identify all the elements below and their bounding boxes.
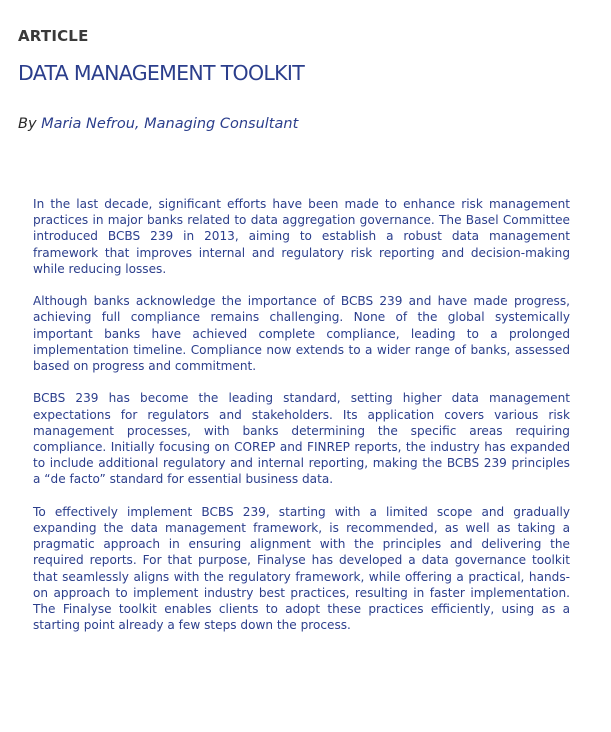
byline-prefix: By — [18, 116, 37, 132]
byline-role: , Managing Consultant — [134, 116, 299, 132]
byline-author: Maria Nefrou — [41, 116, 135, 132]
article-body — [33, 196, 570, 650]
article-label: ARTICLE — [18, 27, 89, 45]
paragraph-3: BCBS 239 has become the leading standard, setting higher data management expectations for regulators and stakeholders. Its application covers various risk management processes, with banks determining the specific areas requiring compliance. Initially focusing on COREP and FINREP reports, the industry has expanded to include additional regulatory and internal reporting, making the BCBS 239 principles a “de facto” standard for essential business data. — [33, 391, 570, 487]
paragraph-2: Although banks acknowledge the importance of BCBS 239 and have made progress, achieving full compliance remains challenging. None of the global systemically important banks have achieved complete compliance, leading to a prolonged implementation timeline. Compliance now extends to a wider range of banks, assessed based on progress and commitment. — [33, 294, 570, 374]
paragraph-4: To effectively implement BCBS 239, starting with a limited scope and gradually expanding the data management framework, is recommended, as well as taking a pragmatic approach in ensuring alignment with the principles and delivering the required reports. For that purpose, Finalyse has developed a data governance toolkit that seamlessly aligns with the regulatory framework, while offering a practical, hands-on approach to implement industry best practices, resulting in faster implementation. The Finalyse toolkit enables clients to adopt these practices efficiently, using as a starting point already a few steps down the process. — [33, 504, 570, 633]
article-title: DATA MANAGEMENT TOOLKIT — [18, 61, 305, 85]
paragraph-1: In the last decade, significant efforts have been made to enhance risk management practices in major banks related to data aggregation governance. The Basel Committee introduced BCBS 239 in 2013, aiming to establish a robust data management framework that improves internal and regulatory risk reporting and decision-making while reducing losses. — [33, 197, 570, 276]
byline — [18, 116, 298, 132]
